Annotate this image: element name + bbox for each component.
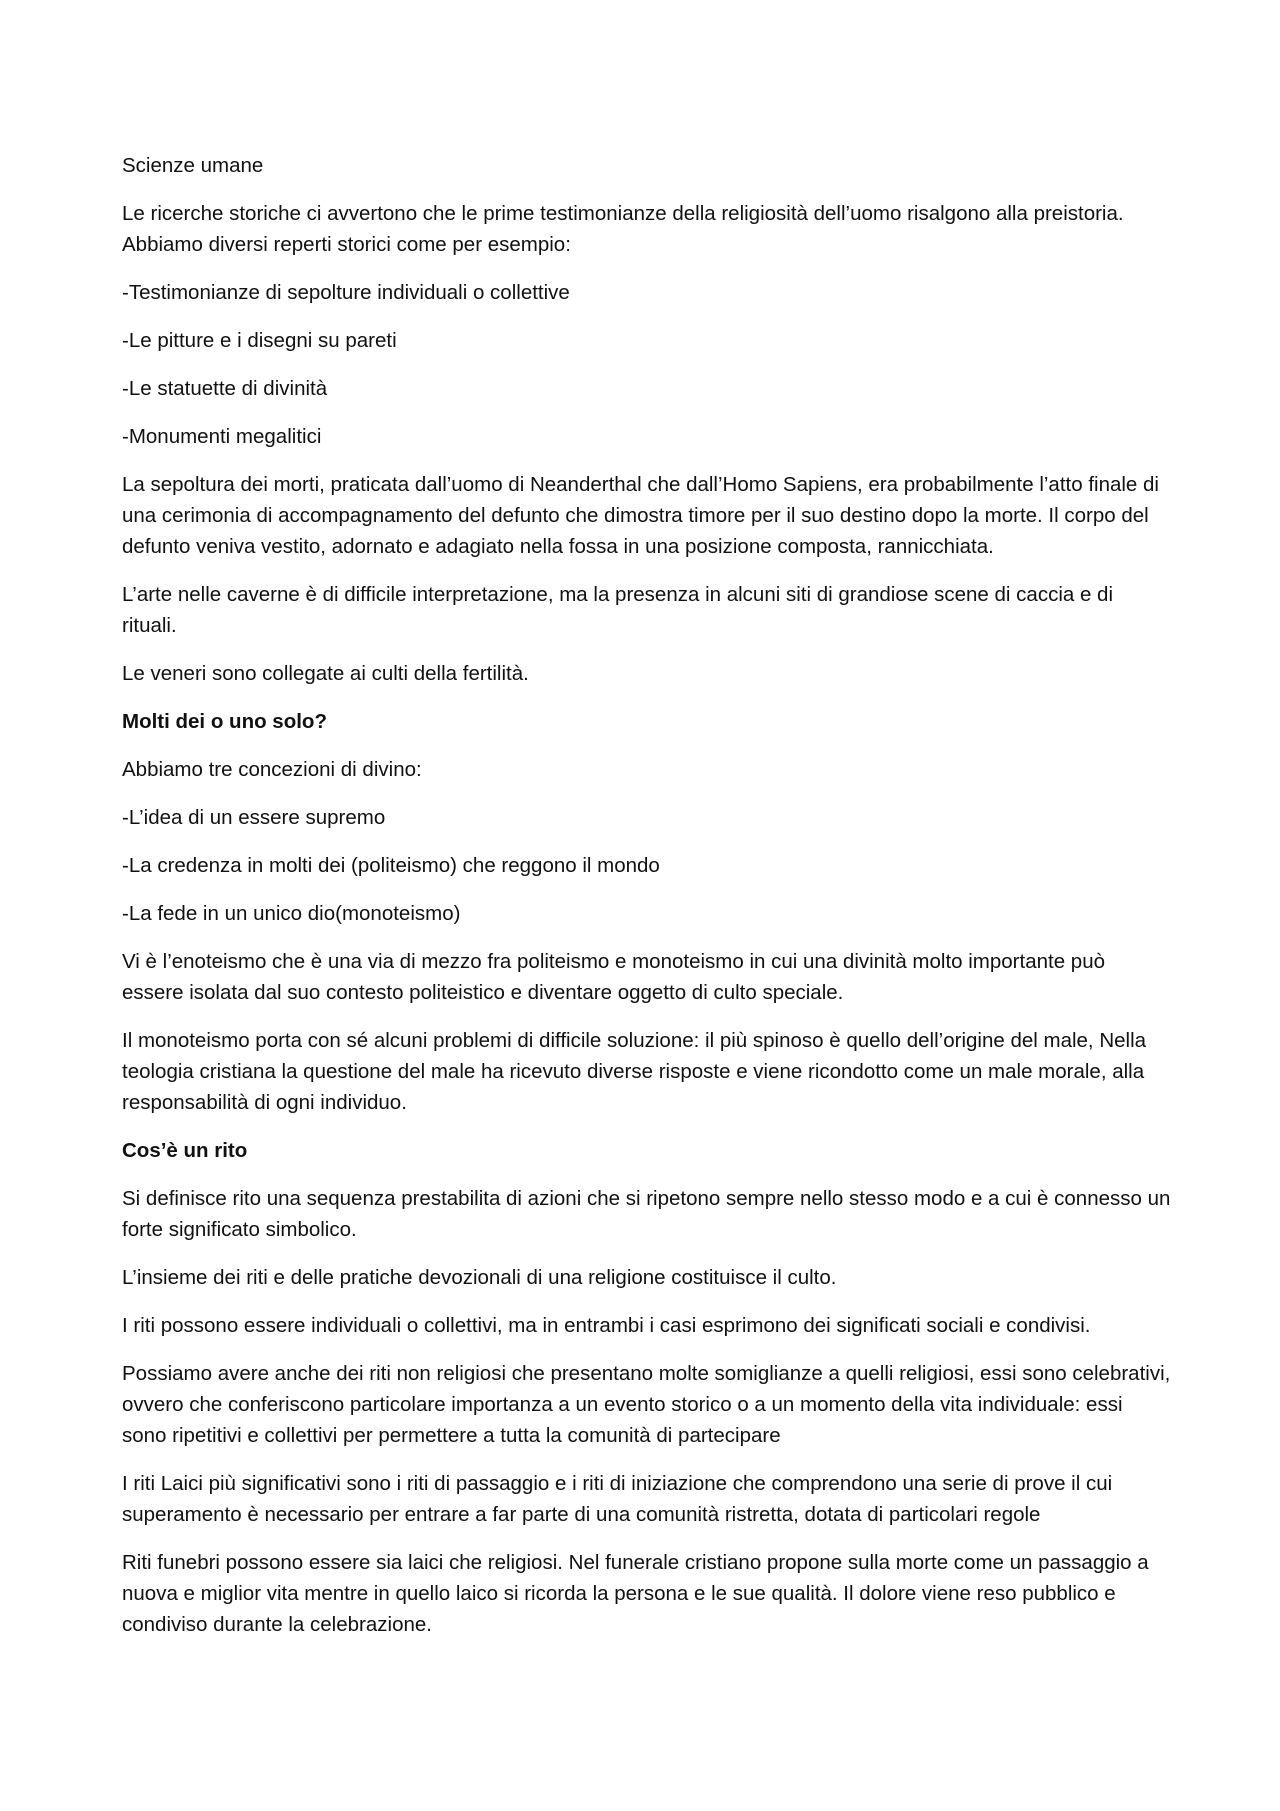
- paragraph-rites-secular: Possiamo avere anche dei riti non religiosi che presentano molte somiglianze a quelli religiosi, essi sono celebrativi, ovvero che conferiscono particolare importanza a un evento storico o a un momento della vita individuale: essi sono ripetitivi e collettivi per permettere a tutta la comunità di partecipare: [122, 1362, 1171, 1447]
- list-item-find: -Le pitture e i disegni su pareti: [122, 329, 397, 352]
- list-item-find: -Monumenti megalitici: [122, 425, 322, 448]
- section-heading-rite: Cos’è un rito: [122, 1139, 248, 1162]
- paragraph-funeral: Riti funebri possono essere sia laici che religiosi. Nel funerale cristiano propone sulla morte come un passaggio a nuova e miglior vita mentre in quello laico si ricorda la persona e le sue qualità. Il dolore viene reso pubblico e condiviso durante la celebrazione.: [122, 1551, 1149, 1636]
- document-body: [122, 150, 1172, 1657]
- list-item-find: -Le statuette di divinità: [122, 377, 328, 400]
- list-item-concept: -L’idea di un essere supremo: [122, 806, 386, 829]
- paragraph-henotheism: Vi è l’enoteismo che è una via di mezzo fra politeismo e monoteismo in cui una divinità molto importante può essere isolata dal suo contesto politeistico e diventare oggetto di culto speciale.: [122, 950, 1105, 1004]
- paragraph-rites-individual: I riti possono essere individuali o collettivi, ma in entrambi i casi esprimono dei significati sociali e condivisi.: [122, 1314, 1091, 1337]
- list-item-find: -Testimonianze di sepolture individuali o collettive: [122, 281, 570, 304]
- list-item-concept: -La fede in un unico dio(monoteismo): [122, 902, 461, 925]
- paragraph-monotheism: Il monoteismo porta con sé alcuni problemi di difficile soluzione: il più spinoso è quello dell’origine del male, Nella teologia cristiana la questione del male ha ricevuto diverse risposte e viene ricondotto come un male morale, alla responsabilità di ogni individuo.: [122, 1029, 1147, 1114]
- paragraph-intro: Le ricerche storiche ci avvertono che le prime testimonianze della religiosità dell’uomo risalgono alla preistoria. Abbiamo diversi reperti storici come per esempio:: [122, 202, 1124, 256]
- paragraph-concepts-intro: Abbiamo tre concezioni di divino:: [122, 758, 422, 781]
- paragraph-rite-definition: Si definisce rito una sequenza prestabilita di azioni che si ripetono sempre nello stesso modo e a cui è connesso un forte significato simbolico.: [122, 1187, 1171, 1241]
- paragraph-venus: Le veneri sono collegate ai culti della fertilità.: [122, 662, 529, 685]
- list-item-concept: -La credenza in molti dei (politeismo) che reggono il mondo: [122, 854, 660, 877]
- paragraph-cave-art: L’arte nelle caverne è di difficile interpretazione, ma la presenza in alcuni siti di grandiose scene di caccia e di rituali.: [122, 583, 1114, 637]
- paragraph-burial: La sepoltura dei morti, praticata dall’uomo di Neanderthal che dall’Homo Sapiens, era probabilmente l’atto finale di una cerimonia di accompagnamento del defunto che dimostra timore per il suo destino dopo la morte. Il corpo del defunto veniva vestito, adornato e adagiato nella fossa in una posizione composta, rannicchiata.: [122, 473, 1159, 558]
- paragraph-rites-passage: I riti Laici più significativi sono i riti di passaggio e i riti di iniziazione che comprendono una serie di prove il cui superamento è necessario per entrare a far parte di una comunità ristretta, dotata di particolari regole: [122, 1472, 1113, 1526]
- section-heading-gods: Molti dei o uno solo?: [122, 710, 327, 733]
- document-title: Scienze umane: [122, 154, 264, 177]
- paragraph-cult: L’insieme dei riti e delle pratiche devozionali di una religione costituisce il culto.: [122, 1266, 837, 1289]
